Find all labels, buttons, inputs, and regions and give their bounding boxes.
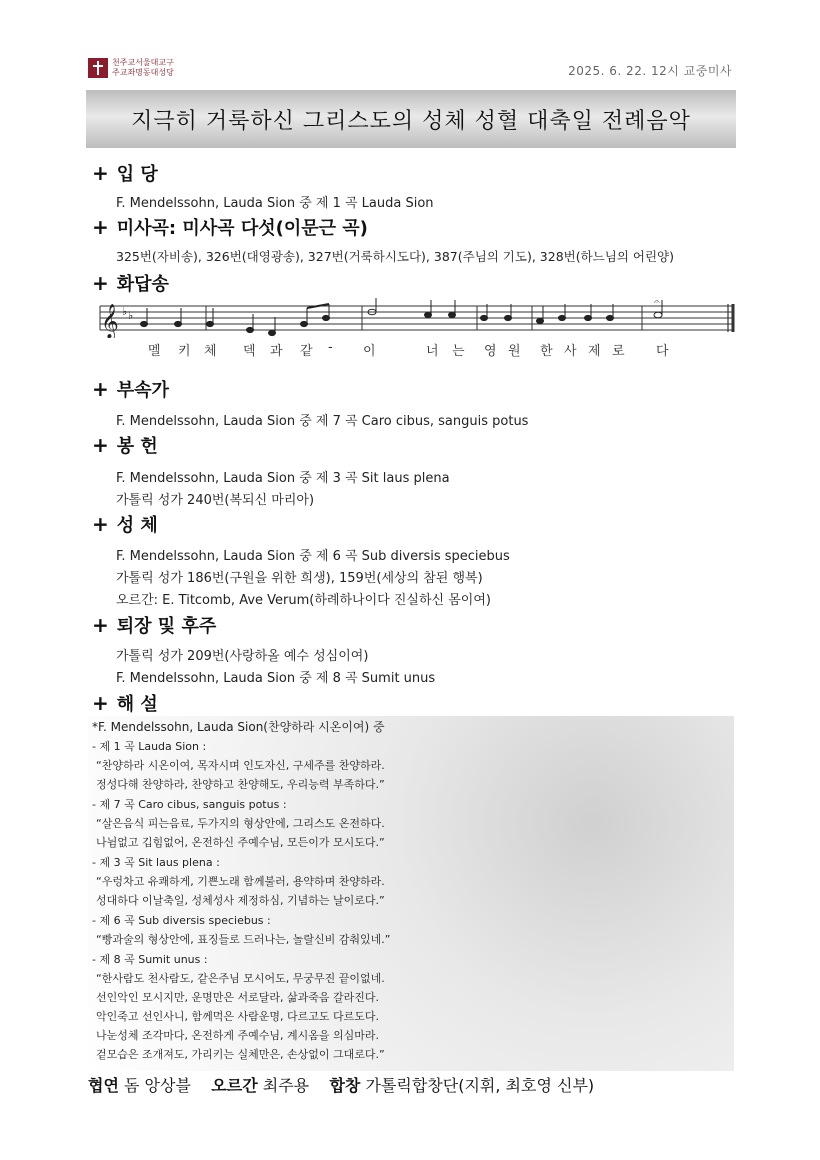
cathedral-logo-icon: [88, 58, 108, 78]
lyric-syllable: 과: [270, 344, 283, 359]
commentary-line: 선인악인 모시지만, 운명만은 서로달라, 삶과죽음 갈라진다.: [96, 991, 379, 1004]
mass-date: 2025. 6. 22. 12시 교중미사: [568, 64, 732, 78]
section-communion-heading: + 성 체: [92, 512, 158, 536]
section-recessional-heading: + 퇴장 및 후주: [92, 613, 217, 637]
performers-footer: [88, 1073, 734, 1096]
logo-line2: 주교좌명동대성당: [112, 68, 174, 77]
commentary-box: [88, 716, 734, 1071]
lyric-syllable: 로: [612, 344, 625, 359]
lyric-syllable: 체: [204, 344, 217, 359]
lyric-syllable: -: [328, 340, 333, 355]
commentary-line: “우렁차고 유쾌하게, 기쁜노래 함께불러, 용약하며 찬양하라.: [96, 875, 385, 888]
page-title: 지극히 거룩하신 그리스도의 성체 성혈 대축일 전례음악: [131, 108, 691, 134]
lyric-syllable: 한: [540, 344, 553, 359]
lyric-syllable: 제: [588, 344, 601, 359]
plus-icon: +: [92, 613, 109, 637]
commentary-line: - 제 7 곡 Caro cibus, sanguis potus :: [92, 798, 287, 811]
plus-icon: +: [92, 271, 109, 295]
lyric-syllable: 같: [300, 344, 313, 359]
lyric-syllable: 영: [484, 344, 497, 359]
lyric-syllable: 이: [363, 344, 376, 359]
communion-line: 가톨릭 성가 186번(구원을 위한 희생), 159번(세상의 참된 행복): [116, 571, 483, 586]
commentary-line: “살은음식 피는음료, 두가지의 형상안에, 그리스도 온전하다.: [96, 817, 385, 830]
logo-line1: 천주교서울대교구: [112, 58, 174, 67]
commentary-line: 겉모습은 조개져도, 가리키는 실체만은, 손상없이 그대로다.”: [96, 1048, 385, 1061]
lyric-syllable: 원: [508, 344, 521, 359]
lyric-syllable: 사: [564, 344, 577, 359]
treble-clef-icon: 𝄞: [101, 304, 119, 338]
section-ordinary-heading: + 미사곡: 미사곡 다섯(이문근 곡): [92, 215, 368, 239]
entrance-line: F. Mendelssohn, Lauda Sion 중 제 1 곡 Lauda Sion: [116, 196, 434, 211]
organ-label: 오르간: [211, 1076, 258, 1095]
commentary-line: - 제 8 곡 Sumit unus :: [92, 953, 208, 966]
svg-text:𝄐: 𝄐: [654, 298, 660, 308]
plus-icon: +: [92, 433, 109, 457]
lyric-syllable: 다: [656, 344, 669, 359]
lyric-syllable: 멜: [148, 344, 161, 359]
plus-icon: +: [92, 161, 109, 185]
commentary-line: 정성다해 찬양하라, 찬양하고 찬양해도, 우리능력 부족하다.”: [96, 778, 385, 791]
offertory-line: 가톨릭 성가 240번(복되신 마리아): [116, 493, 315, 508]
recessional-line: F. Mendelssohn, Lauda Sion 중 제 8 곡 Sumit unus: [116, 671, 436, 686]
commentary-line: 성대하다 이날축일, 성체성사 제정하심, 기념하는 날이로다.”: [96, 894, 385, 907]
commentary-line: “한사람도 천사람도, 같은주님 모시어도, 무궁무진 끝이없네.: [96, 972, 385, 985]
lyric-syllable: 덱: [243, 344, 256, 359]
commentary-line: 나뉨없고 깁힘없어, 온전하신 주예수님, 모든이가 모시도다.”: [96, 836, 385, 849]
communion-line: F. Mendelssohn, Lauda Sion 중 제 6 곡 Sub diversis speciebus: [116, 549, 510, 564]
recessional-line: 가톨릭 성가 209번(사랑하올 예수 성심이여): [116, 649, 369, 664]
commentary-line: - 제 6 곡 Sub diversis speciebus :: [92, 914, 271, 927]
lyric-syllable: 는: [452, 344, 465, 359]
lyric-syllable: 너: [426, 344, 439, 359]
ordinary-line: 325번(자비송), 326번(대영광송), 327번(거룩하시도다), 387(주님의 기도), 328번(하느님의 어린양): [116, 249, 674, 264]
section-psalm-heading: + 화답송: [92, 271, 169, 295]
plus-icon: +: [92, 691, 109, 715]
commentary-line: - 제 1 곡 Lauda Sion :: [92, 740, 207, 753]
plus-icon: +: [92, 377, 109, 401]
section-commentary-heading: + 해 설: [92, 691, 158, 715]
plus-icon: +: [92, 215, 109, 239]
commentary-line: 나눈성체 조각마다, 온전하게 주예수님, 계시옴을 의심마라.: [96, 1029, 379, 1042]
section-offertory-heading: + 봉 헌: [92, 433, 158, 457]
commentary-line: - 제 3 곡 Sit laus plena :: [92, 856, 220, 869]
offertory-line: F. Mendelssohn, Lauda Sion 중 제 3 곡 Sit laus plena: [116, 471, 450, 486]
flat-icon: ♭: [128, 309, 134, 322]
music-staff: [92, 298, 742, 338]
commentary-line: 악인죽고 선인사니, 함께먹은 사람운명, 다르고도 다르도다.: [96, 1010, 379, 1023]
commentary-line: *F. Mendelssohn, Lauda Sion(찬양하라 시온이여) 중: [92, 720, 385, 734]
accompaniment-label: 협연: [88, 1076, 119, 1095]
title-banner: [86, 90, 736, 148]
communion-line: 오르간: E. Titcomb, Ave Verum(하례하나이다 진실하신 몸이여): [116, 593, 491, 608]
lyric-syllable: 키: [178, 344, 191, 359]
cathedral-logo: [88, 58, 174, 78]
sequence-line: F. Mendelssohn, Lauda Sion 중 제 7 곡 Caro cibus, sanguis potus: [116, 414, 529, 429]
flat-icon: ♭: [122, 305, 128, 318]
accompaniment-name: 돔 앙상블: [124, 1076, 191, 1095]
choir-name: 가톨릭합창단(지휘, 최호영 신부): [365, 1076, 595, 1095]
plus-icon: +: [92, 512, 109, 536]
organ-name: 최주용: [262, 1076, 310, 1095]
commentary-line: “찬양하라 시온이여, 목자시며 인도자신, 구세주를 찬양하라.: [96, 759, 385, 772]
commentary-line: “빵과술의 형상안에, 표징들로 드러나는, 놀랄신비 감춰있네.”: [96, 933, 391, 946]
choir-label: 합창: [329, 1076, 361, 1095]
section-sequence-heading: + 부속가: [92, 377, 169, 401]
section-entrance-heading: + 입 당: [92, 161, 158, 185]
